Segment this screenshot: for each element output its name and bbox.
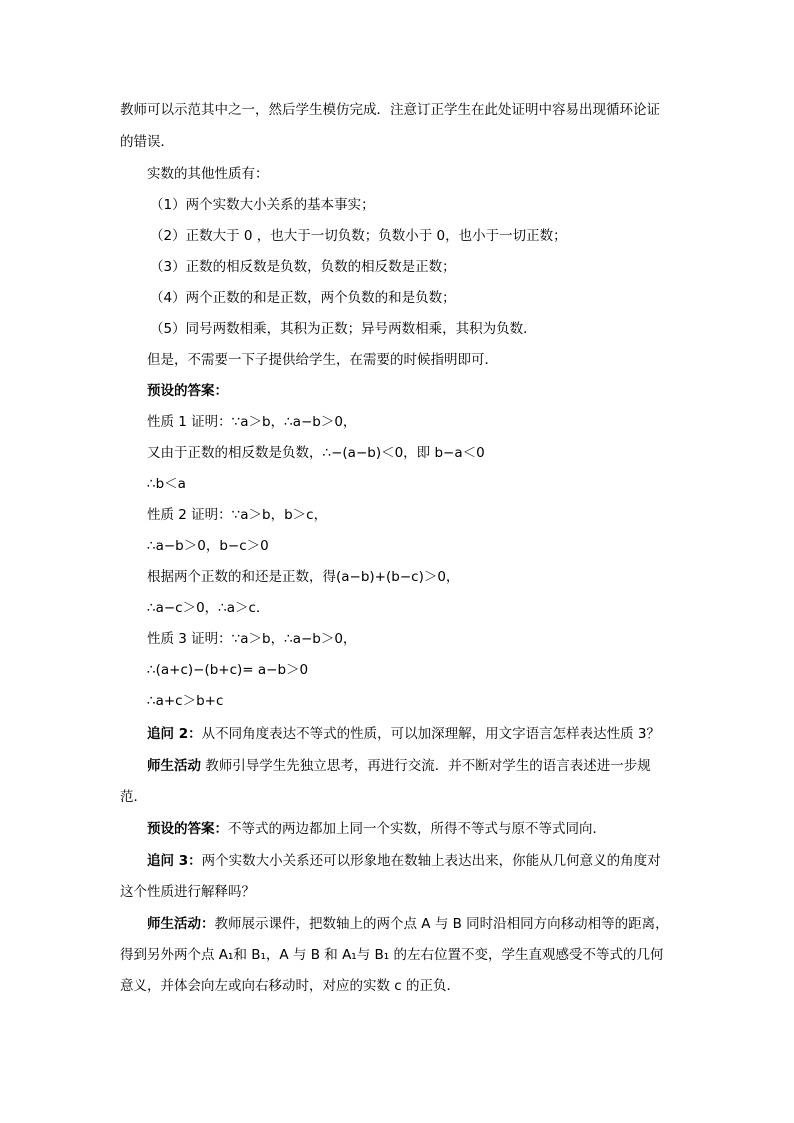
answer-text: 不等式的两边都加上同一个实数，所得不等式与原不等式同向． — [228, 821, 606, 837]
paragraph-line: 意义，并体会向左或向右移动时，对应的实数 c 的正负． — [120, 978, 461, 994]
activity-3 — [147, 914, 669, 934]
paragraph-line: 教师可以示范其中之一，然后学生模仿完成．注意订正学生在此处证明中容易出现循环论证 — [120, 102, 660, 118]
activity-label: 师生活动： — [147, 916, 215, 932]
question-text: 从不同角度表达不等式的性质，可以加深理解，用文字语言怎样表达性质 3？ — [201, 726, 660, 742]
paragraph-line: 范． — [120, 789, 147, 805]
paragraph-line: 的错误． — [120, 134, 174, 150]
answer-heading: 预设的答案： — [147, 383, 228, 399]
proof-line: ∴a+c＞b+c — [147, 693, 224, 709]
proof-line: 性质 2 证明：∵a＞b，b＞c， — [147, 507, 328, 523]
property-item: （2）正数大于 0 ，也大于一切负数；负数小于 0，也小于一切正数； — [150, 228, 567, 244]
follow-up-question-2 — [147, 724, 660, 744]
proof-line: ∴a−c＞0，∴a＞c． — [147, 600, 270, 616]
proof-line: 根据两个正数的和还是正数，得(a−b)+(b−c)＞0， — [147, 569, 460, 585]
proof-line: 性质 3 证明：∵a＞b，∴a−b＞0， — [147, 631, 357, 647]
proof-line: ∴a−b＞0，b−c＞0 — [147, 538, 269, 554]
paragraph-line: 但是，不需要一下子提供给学生，在需要的时候指明即可． — [147, 352, 498, 368]
properties-intro: 实数的其他性质有： — [147, 166, 269, 182]
question-label: 追问 3： — [147, 853, 202, 869]
property-item: （1）两个实数大小关系的基本事实； — [150, 197, 375, 213]
activity-2 — [147, 756, 651, 776]
proof-line: 性质 1 证明：∵a＞b，∴a−b＞0， — [147, 414, 357, 430]
question-label: 追问 2： — [147, 726, 202, 742]
activity-label: 师生活动 — [147, 758, 201, 774]
proof-line: 又由于正数的相反数是负数，∴−(a−b)＜0，即 b−a＜0 — [147, 445, 485, 461]
property-item: （3）正数的相反数是负数，负数的相反数是正数； — [150, 259, 456, 275]
paragraph-line: 得到另外两个点 A₁和 B₁，A 与 B 和 A₁与 B₁ 的左右位置不变，学生直观感受不等式的几何 — [120, 947, 664, 963]
property-item: （5）同号两数相乘，其积为正数；异号两数相乘，其积为负数． — [150, 321, 537, 337]
question-text: 两个实数大小关系还可以形象地在数轴上表达出来，你能从几何意义的角度对 — [201, 853, 661, 869]
preset-answer-2 — [147, 819, 606, 839]
property-item: （4）两个正数的和是正数，两个负数的和是负数； — [150, 290, 456, 306]
activity-text: 教师展示课件，把数轴上的两个点 A 与 B 同时沿相同方向移动相等的距离， — [214, 916, 669, 932]
paragraph-line: 这个性质进行解释吗？ — [120, 884, 255, 900]
proof-line: ∴(a+c)−(b+c)= a−b＞0 — [147, 662, 309, 678]
proof-line: ∴b＜a — [147, 476, 186, 492]
activity-text: 教师引导学生先独立思考，再进行交流．并不断对学生的语言表述进一步规 — [201, 758, 651, 774]
follow-up-question-3 — [147, 851, 661, 871]
answer-label: 预设的答案： — [147, 821, 228, 837]
